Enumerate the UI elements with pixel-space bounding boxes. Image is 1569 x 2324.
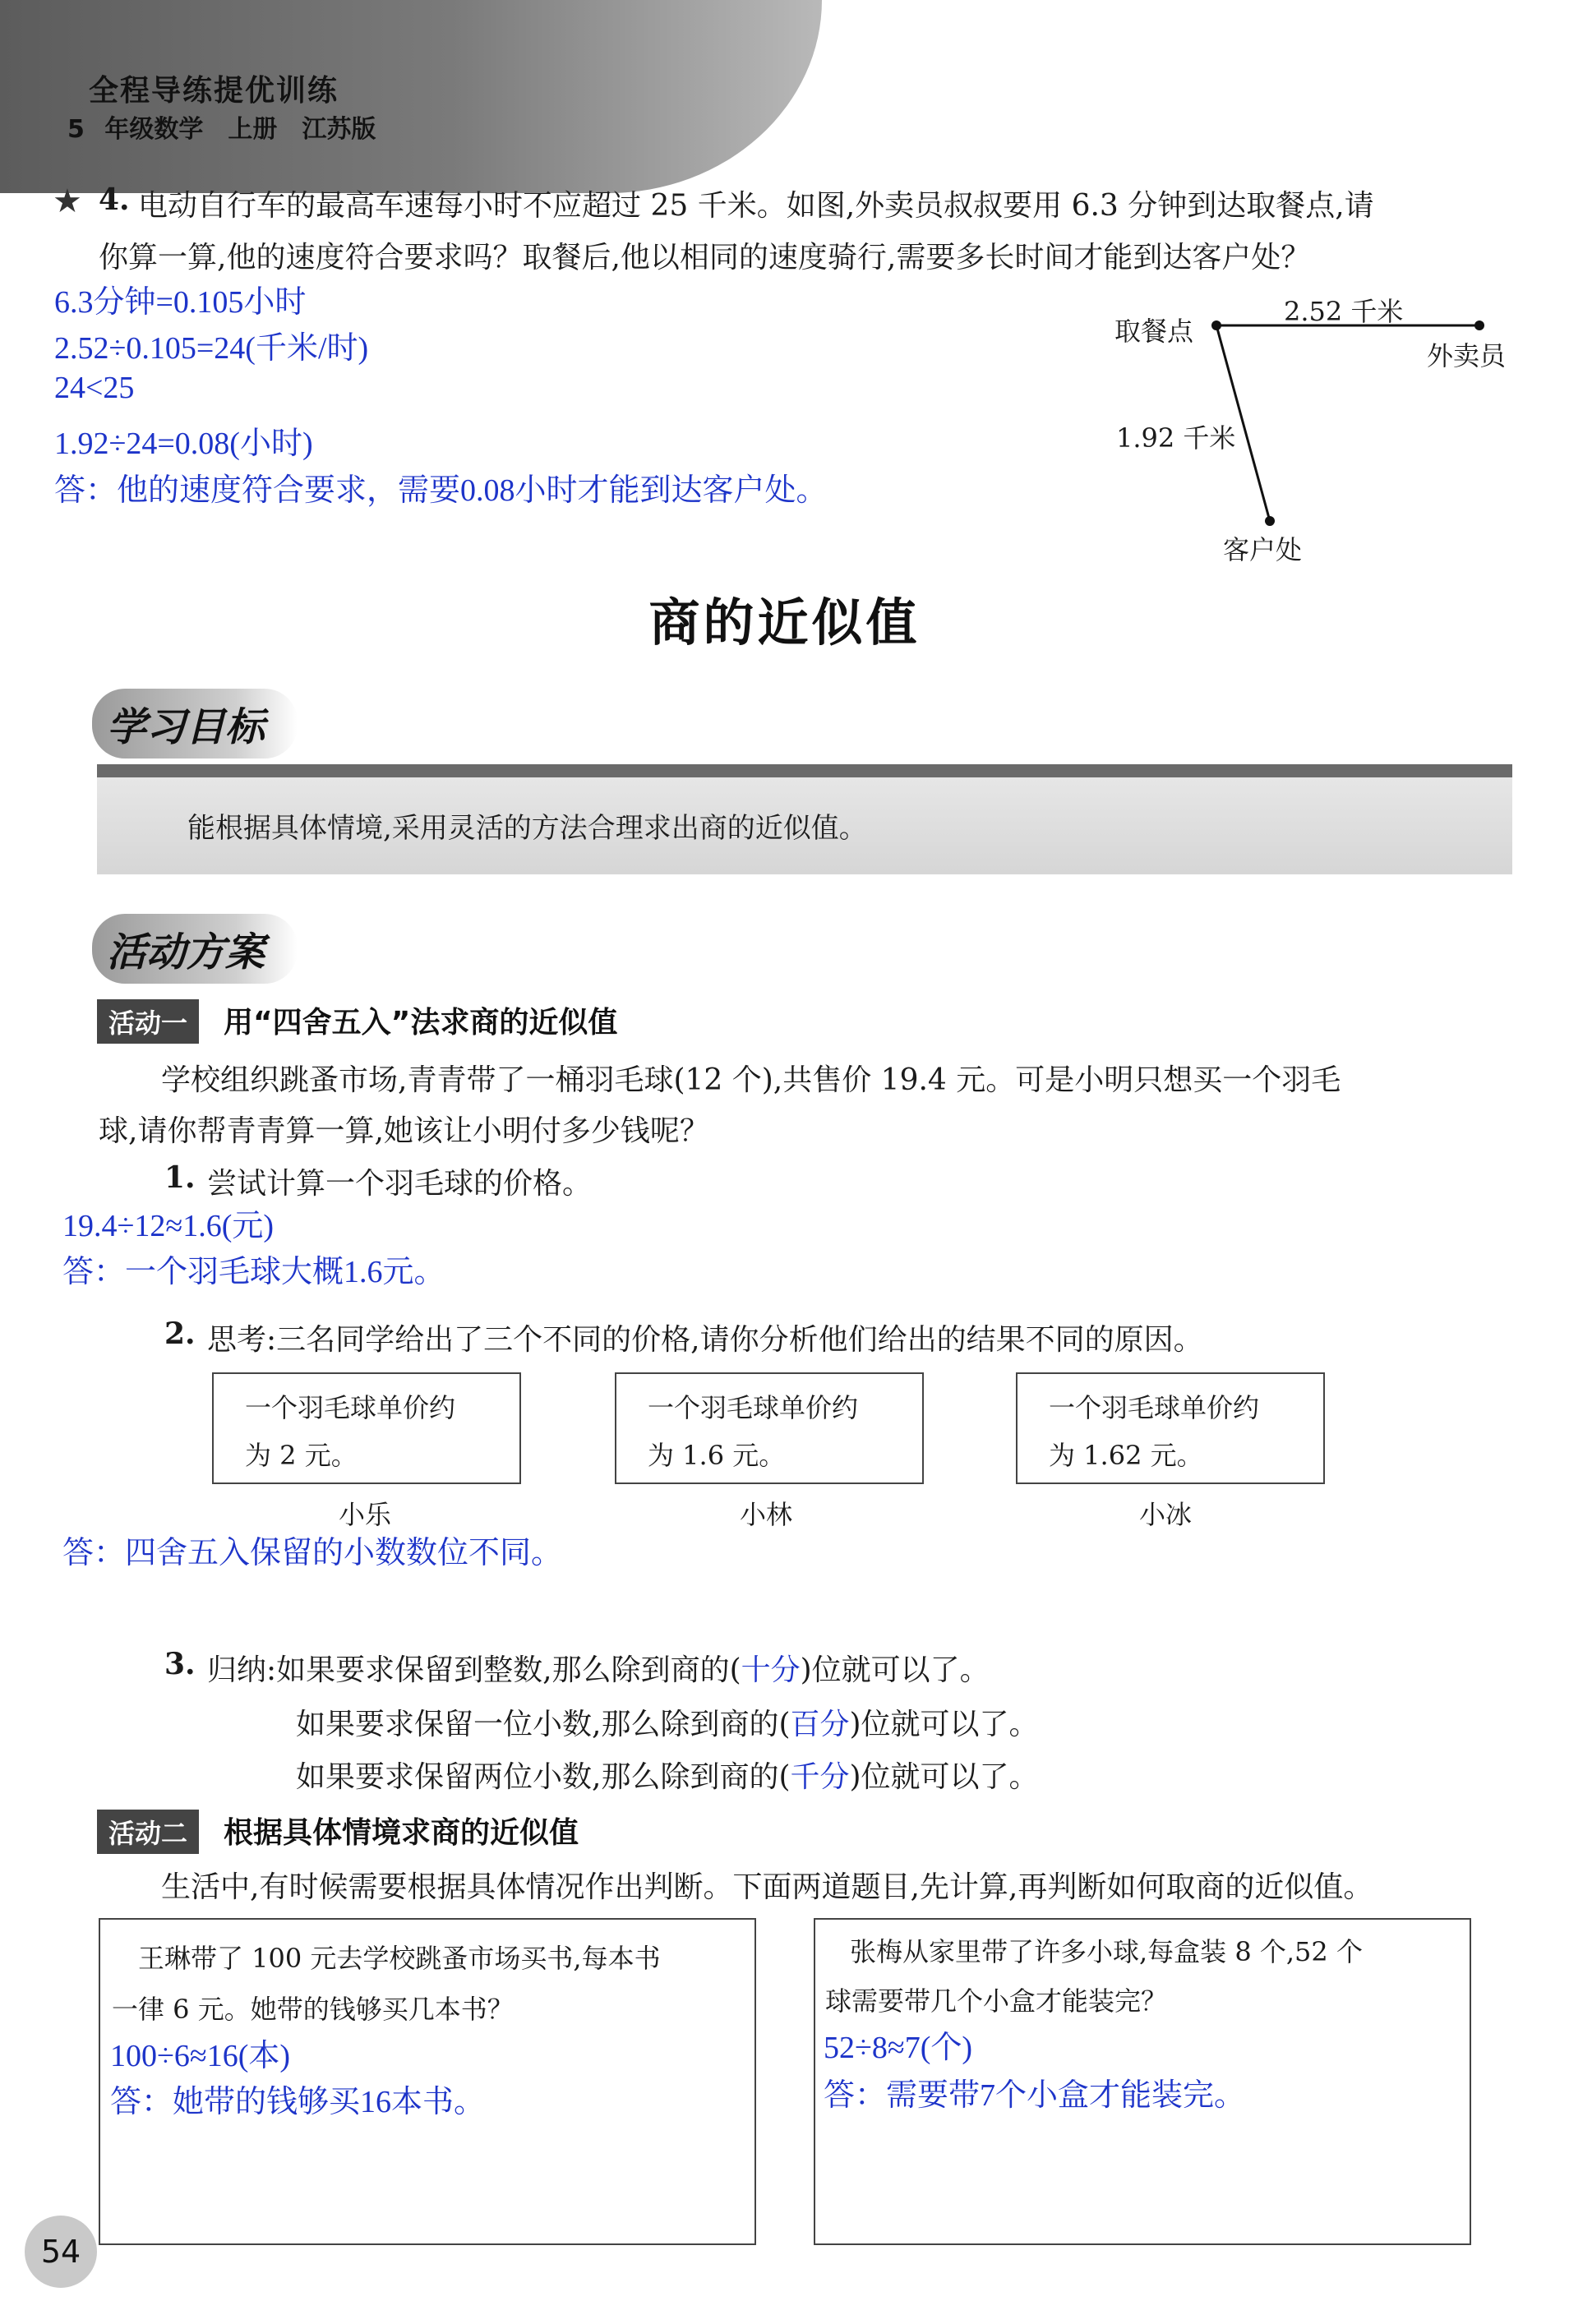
answer-line: 答：他的速度符合要求，需要0.08小时才能到达客户处。 — [54, 473, 828, 508]
goal-bar — [97, 764, 1512, 777]
q1-answer: 答：一个羽毛球大概1.6元。 — [62, 1255, 445, 1289]
problem-text: 一律 6 元。她带的钱够买几本书？ — [112, 1994, 514, 2025]
courier-point — [1474, 320, 1484, 330]
q3-number: 3. — [164, 1647, 196, 1681]
student-name: 小林 — [740, 1499, 793, 1530]
q1-number: 1. — [164, 1160, 196, 1195]
star-icon: ★ — [53, 182, 82, 220]
page-number: 54 — [25, 2216, 97, 2288]
learning-goal-tag: 学习目标 — [92, 689, 298, 759]
price-box-text: 一个羽毛球单价约 — [245, 1392, 456, 1423]
book-subtitle: 5 年级数学 上册 江苏版 — [67, 115, 376, 144]
q3-line — [296, 1754, 1039, 1796]
question-number: 4. — [99, 182, 130, 217]
problem-text: 球需要带几个小盒才能装完？ — [825, 1985, 1168, 2017]
pickup-label: 取餐点 — [1114, 316, 1194, 347]
q3-text: )位就可以了。 — [849, 1760, 1039, 1794]
book-title: 全程导练提优训练 — [89, 74, 339, 108]
problem-answer: 答：她带的钱够买16本书。 — [110, 2085, 486, 2119]
goal-text: 能根据具体情境,采用灵活的方法合理求出商的近似值。 — [187, 812, 867, 845]
problem-text: 王琳带了 100 元去学校跳蚤市场买书,每本书 — [138, 1943, 661, 1974]
problem-text: 张梅从家里带了许多小球,每盒装 8 个,52 个 — [850, 1936, 1363, 1967]
question-line-1: 电动自行车的最高车速每小时不应超过 25 千米。如图,外卖员叔叔要用 6.3 分钟到达取餐点,请 — [138, 189, 1374, 223]
activity-plan-tag: 活动方案 — [92, 914, 298, 984]
distance-label-2: 1.92 千米 — [1116, 422, 1236, 454]
q2-number: 2. — [164, 1316, 196, 1351]
price-box-text: 为 1.6 元。 — [648, 1440, 786, 1471]
q2-text: 思考:三名同学给出了三个不同的价格,请你分析他们给出的结果不同的原因。 — [207, 1323, 1203, 1357]
problem-answer: 答：需要带7个小盒才能装完。 — [824, 2078, 1246, 2113]
courier-label: 外卖员 — [1427, 340, 1507, 371]
q3-fill-answer: 百分 — [790, 1708, 850, 1741]
q3-text: )位就可以了。 — [800, 1653, 990, 1687]
q3-fill-answer: 十分 — [741, 1653, 801, 1687]
customer-point — [1265, 516, 1275, 526]
activity-2-badge: 活动二 — [97, 1810, 199, 1854]
student-name: 小乐 — [339, 1499, 392, 1530]
q1-text: 尝试计算一个羽毛球的价格。 — [207, 1167, 593, 1201]
q2-answer: 答：四舍五入保留的小数数位不同。 — [62, 1536, 563, 1570]
q3-line — [296, 1701, 1039, 1743]
customer-label: 客户处 — [1223, 534, 1303, 565]
distance-label-1: 2.52 千米 — [1284, 296, 1404, 327]
section-title: 商的近似值 — [648, 593, 921, 652]
activity-1-intro: 球,请你帮青青算一算,她该让小明付多少钱呢？ — [99, 1114, 709, 1148]
question-line-2: 你算一算,他的速度符合要求吗？取餐后,他以相同的速度骑行,需要多长时间才能到达客户处？ — [99, 241, 1311, 274]
activity-1-intro: 学校组织跳蚤市场,青青带了一桶羽毛球(12 个),共售价 19.4 元。可是小明只想买一个羽毛 — [161, 1063, 1341, 1097]
activity-2-title: 根据具体情境求商的近似值 — [224, 1816, 579, 1850]
q3-text: 如果要求保留两位小数,那么除到商的( — [296, 1760, 791, 1794]
activity-1-title: 用“四舍五入”法求商的近似值 — [224, 1006, 618, 1040]
q1-answer: 19.4÷12≈1.6(元) — [62, 1209, 275, 1243]
pickup-point — [1211, 320, 1221, 330]
answer-line: 1.92÷24=0.08(小时) — [54, 427, 313, 461]
activity-1-badge: 活动一 — [97, 999, 199, 1044]
answer-line: 24<25 — [54, 371, 135, 405]
student-name: 小冰 — [1139, 1499, 1193, 1530]
q3-text: 归纳:如果要求保留到整数,那么除到商的( — [207, 1653, 741, 1687]
price-box-text: 为 2 元。 — [245, 1440, 358, 1471]
q3-fill-answer: 千分 — [790, 1760, 850, 1794]
q3-text: 如果要求保留一位小数,那么除到商的( — [296, 1708, 791, 1741]
q3-line — [207, 1647, 990, 1689]
price-box-text: 为 1.62 元。 — [1049, 1440, 1203, 1471]
price-box-text: 一个羽毛球单价约 — [648, 1392, 859, 1423]
price-box-text: 一个羽毛球单价约 — [1049, 1392, 1260, 1423]
answer-line: 6.3分钟=0.105小时 — [54, 285, 307, 320]
problem-answer: 52÷8≈7(个) — [824, 2031, 973, 2065]
problem-answer: 100÷6≈16(本) — [110, 2039, 291, 2073]
answer-line: 2.52÷0.105=24(千米/时) — [54, 331, 369, 366]
q3-text: )位就可以了。 — [849, 1708, 1039, 1741]
activity-2-intro: 生活中,有时候需要根据具体情况作出判断。下面两道题目,先计算,再判断如何取商的近似值。 — [161, 1870, 1373, 1904]
